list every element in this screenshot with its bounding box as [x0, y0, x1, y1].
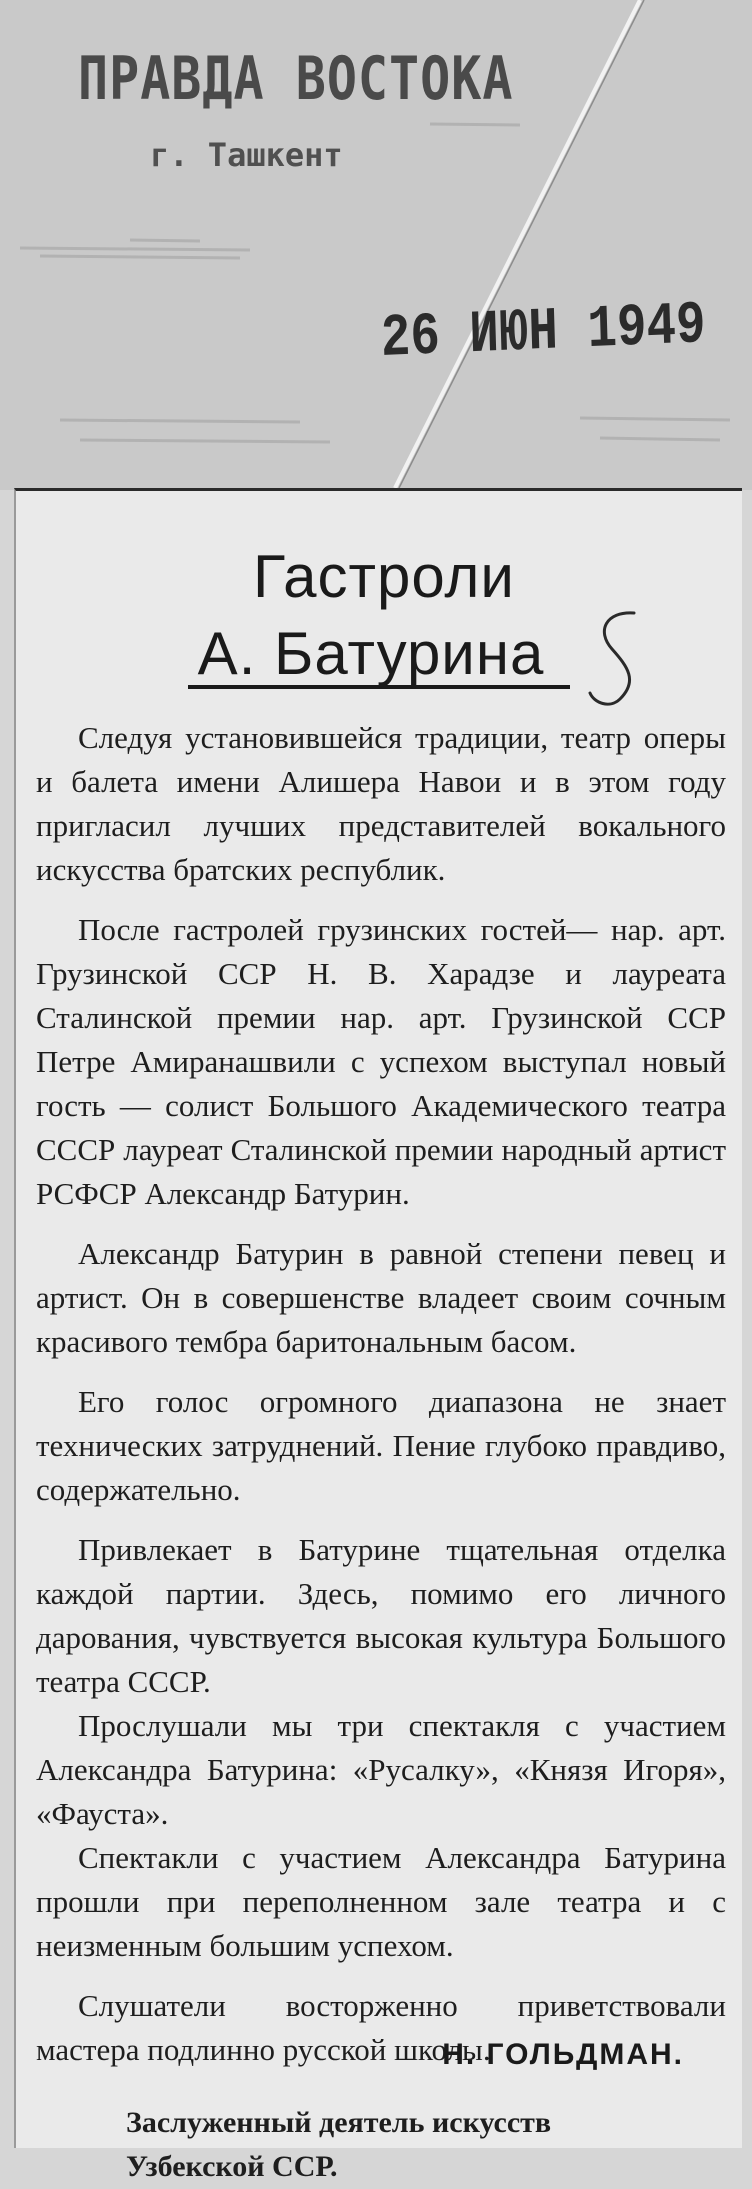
article-author: Н. ГОЛЬДМАН.: [442, 2038, 684, 2071]
newspaper-title: ПРАВДА ВОСТОКА: [78, 44, 514, 114]
author-title-line-1: Заслуженный деятель искусств: [126, 2106, 552, 2139]
article-body: [36, 716, 726, 2072]
article-paragraph: Его голос огромного диапазона не знает технических затруднений. Пение глубоко правдиво, содержательно.: [36, 1384, 726, 1507]
article-paragraph: Александр Батурин в равной степени певец и артист. Он в совершенстве владеет своим сочным красивого тембра баритональным басом.: [36, 1236, 726, 1359]
article-clipping: [14, 488, 742, 2183]
article-paragraph: Привлекает в Батурине тщательная отделка каждой партии. Здесь, помимо его личного дарования, чувствуется высокая культура Большого театра СССР.: [36, 1532, 726, 1699]
slip-background-marks: [0, 0, 752, 490]
headline-line-1: Гастроли: [253, 543, 515, 610]
article-paragraph: Слушатели восторженно приветствовали мастера подлинно русской школы.: [36, 1988, 726, 2067]
article-paragraph: Следуя установившейся традиции, театр оперы и балета имени Алишера Навои и в этом году пригласил лучших представителей вокального искусства братских республик.: [36, 720, 726, 887]
article-paragraph: Спектакли с участием Александра Батурина прошли при переполненном зале театра и с неизменным большим успехом.: [36, 1840, 726, 1963]
author-title: [126, 2101, 706, 2189]
newspaper-slip: [0, 0, 752, 490]
author-title-line-2: Узбекской ССР.: [126, 2150, 338, 2183]
handwritten-mark-icon: [576, 603, 666, 713]
article-paragraph: Прослушали мы три спектакля с участием Александра Батурина: «Русалку», «Князя Игоря», «Фауста».: [36, 1708, 726, 1831]
newspaper-city: г. Ташкент: [150, 136, 343, 174]
clipping-date-stamp: 26 ИЮН 1949: [380, 292, 707, 374]
headline-line-2: А. Батурина: [188, 622, 571, 689]
cut-line: [395, 0, 640, 488]
article-paragraph: После гастролей грузинских гостей— нар. арт. Грузинской ССР Н. В. Харадзе и лауреата Сталинской премии нар. арт. Грузинской ССР Петре Амиранашвили с успехом выступал новый гость — солист Большого Академического театра СССР лауреат Сталинской премии народный артист РСФСР Александр Батурин.: [36, 912, 726, 1211]
